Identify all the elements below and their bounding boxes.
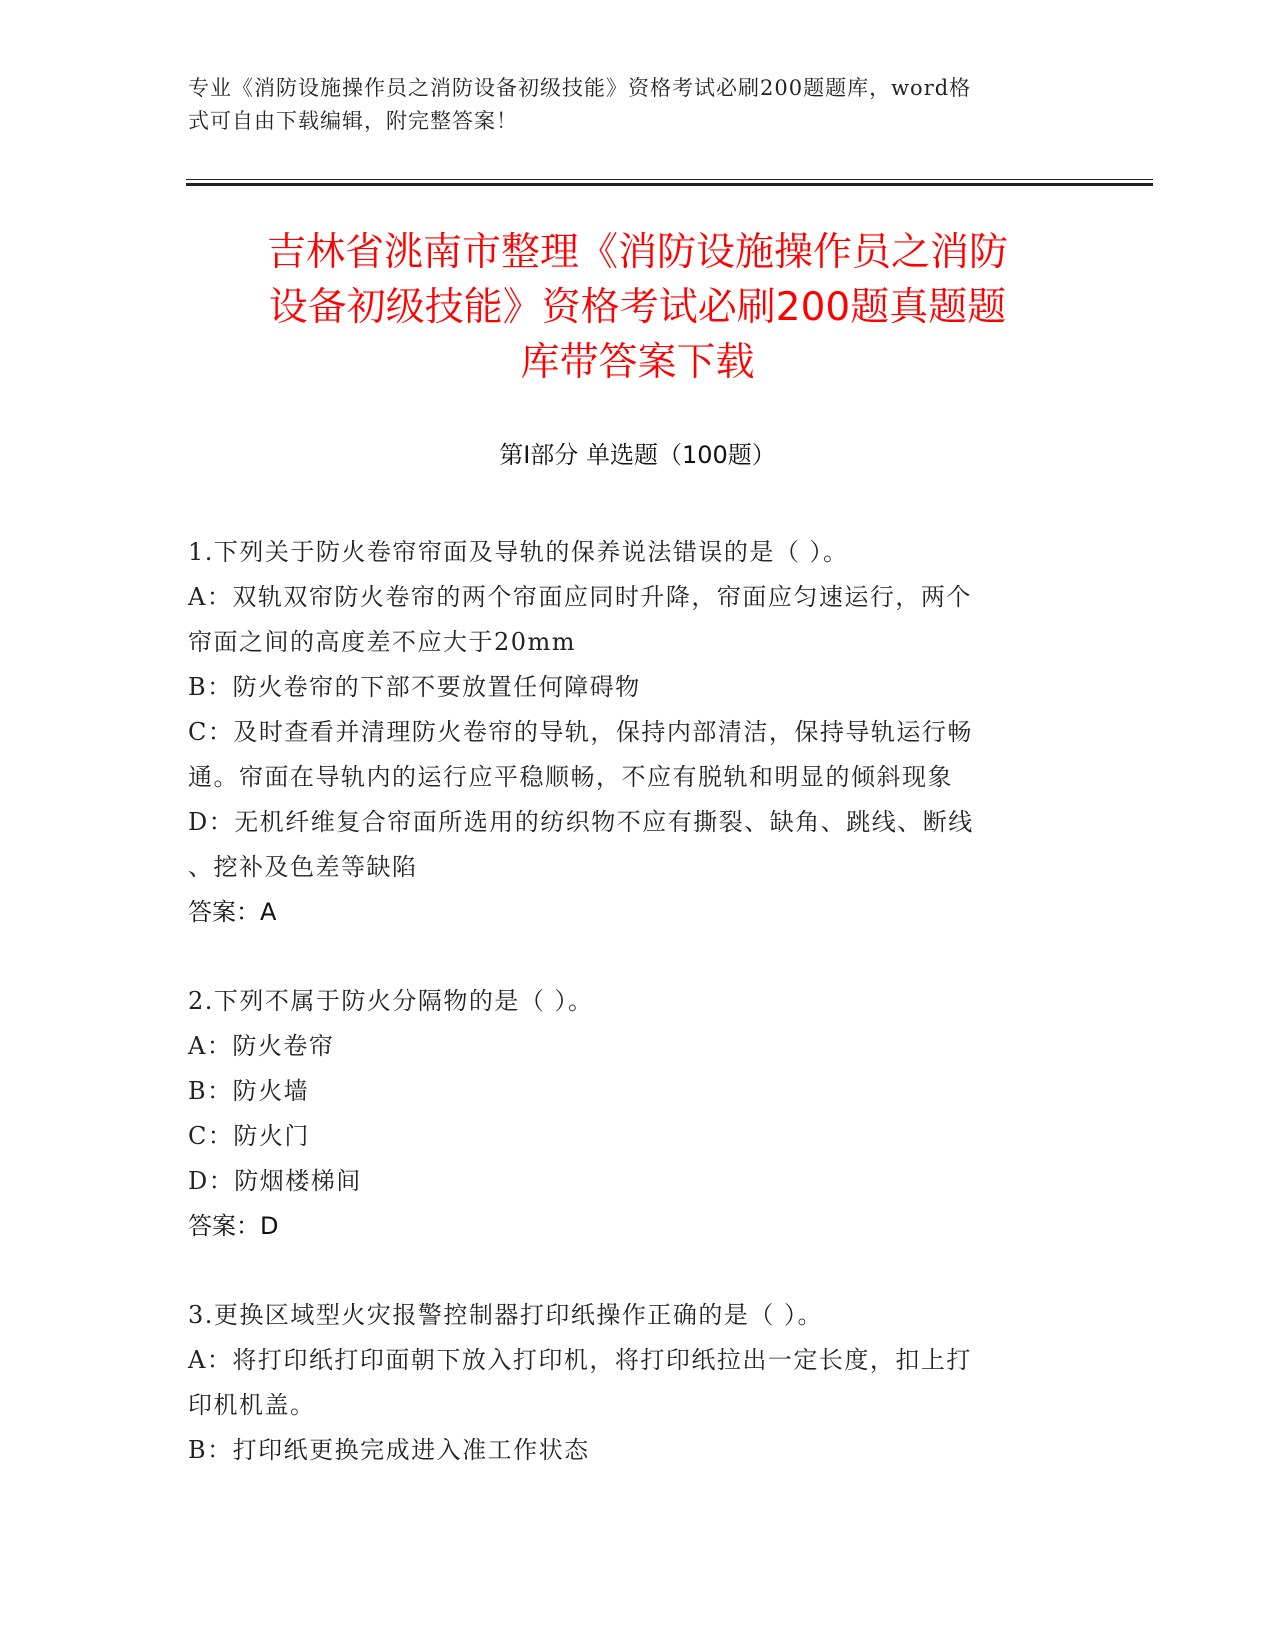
option-d: D：防烟楼梯间	[188, 1167, 362, 1195]
question-item	[188, 530, 1068, 935]
option-d: D：无机纤维复合帘面所选用的纺织物不应有撕裂、缺角、跳线、断线	[188, 808, 974, 836]
document-title	[186, 225, 1089, 390]
option-c-cont: 通。帘面在导轨内的运行应平稳顺畅，不应有脱轨和明显的倾斜现象	[188, 763, 953, 791]
option-a: A：将打印纸打印面朝下放入打印机，将打印纸拉出一定长度，扣上打	[188, 1346, 972, 1374]
section-title: 第Ⅰ部分 单选题（100题）	[499, 441, 776, 469]
question-stem: 1.下列关于防火卷帘帘面及导轨的保养说法错误的是（ ）。	[188, 538, 849, 566]
title-line: 设备初级技能》资格考试必刷200题真题题	[268, 285, 1007, 330]
option-c: C：及时查看并清理防火卷帘的导轨，保持内部清洁，保持导轨运行畅	[188, 718, 973, 746]
option-b: B：防火墙	[188, 1077, 310, 1105]
answer: 答案：D	[188, 1212, 279, 1240]
option-a: A：防火卷帘	[188, 1032, 335, 1060]
header-note-line: 专业《消防设施操作员之消防设备初级技能》资格考试必刷200题题库，word格	[188, 76, 972, 100]
answer: 答案：A	[188, 898, 277, 926]
option-d-cont: 、挖补及色差等缺陷	[188, 853, 418, 881]
question-item	[188, 979, 1068, 1249]
title-line: 吉林省洮南市整理《消防设施操作员之消防	[266, 230, 1008, 275]
title-line: 库带答案下载	[520, 340, 755, 385]
header-note	[188, 72, 1068, 138]
option-a: A：双轨双帘防火卷帘的两个帘面应同时升降，帘面应匀速运行，两个	[188, 583, 972, 611]
option-c: C：防火门	[188, 1122, 310, 1150]
option-b: B：防火卷帘的下部不要放置任何障碍物	[188, 673, 641, 701]
header-note-line: 式可自由下载编辑，附完整答案！	[188, 109, 518, 133]
question-list	[188, 530, 1068, 1517]
question-stem: 3.更换区域型火灾报警控制器打印纸操作正确的是（ ）。	[188, 1301, 824, 1329]
question-stem: 2.下列不属于防火分隔物的是（ ）。	[188, 987, 594, 1015]
header-divider	[186, 183, 1153, 186]
header-divider	[186, 179, 1153, 180]
option-a-cont: 印机机盖。	[188, 1391, 316, 1419]
option-b: B：打印纸更换完成进入准工作状态	[188, 1436, 590, 1464]
option-a-cont: 帘面之间的高度差不应大于20mm	[188, 628, 577, 656]
question-item	[188, 1293, 1068, 1473]
